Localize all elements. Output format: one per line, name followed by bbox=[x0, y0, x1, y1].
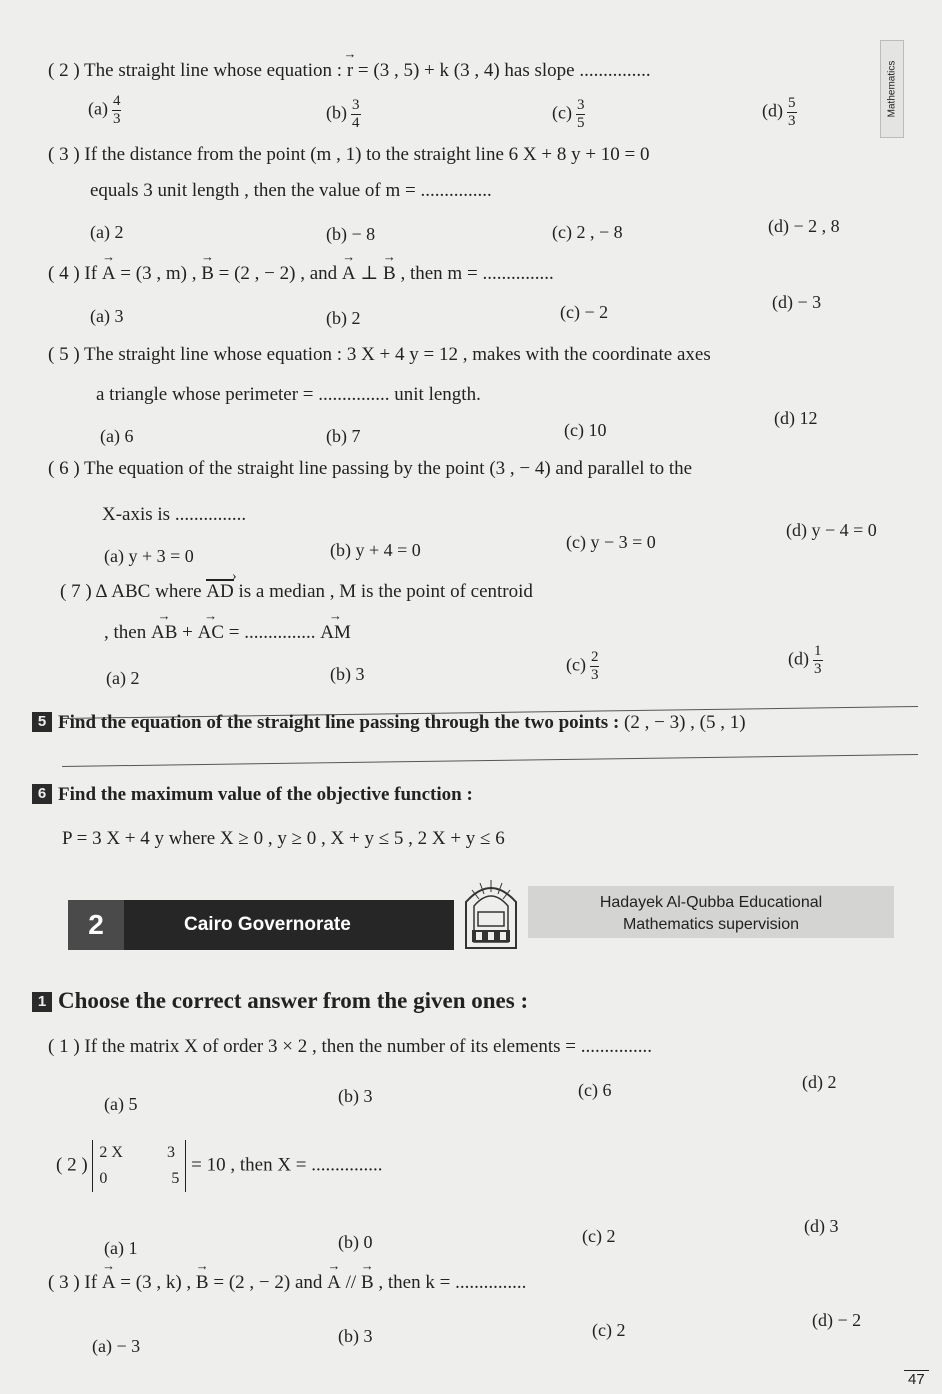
q7-c-num: 2 bbox=[590, 649, 599, 665]
q4-blank: ............... bbox=[482, 263, 554, 284]
q4-option-a: (a) 3 bbox=[90, 306, 124, 326]
q6-option-a: (a) y + 3 = 0 bbox=[104, 546, 194, 566]
p2-tail: = 10 , then X = ............... bbox=[191, 1154, 383, 1176]
section-1-number: 1 bbox=[32, 992, 52, 1012]
p3-vector-b: → B bbox=[196, 1272, 209, 1294]
p3-parallel-symbol: // bbox=[345, 1272, 357, 1293]
p3-option-c: (c) 2 bbox=[592, 1320, 626, 1340]
q7-option-a: (a) 2 bbox=[106, 668, 140, 688]
q7-segment-ad: AD › bbox=[206, 580, 233, 603]
q6-option-c: (c) y − 3 = 0 bbox=[566, 532, 656, 552]
q5-option-c: (c) 10 bbox=[564, 420, 607, 440]
q2-option-c bbox=[552, 98, 585, 131]
p2-determinant bbox=[92, 1140, 186, 1192]
p3-vector-b2: → B bbox=[361, 1272, 374, 1294]
p1-option-a: (a) 5 bbox=[104, 1094, 138, 1114]
q7-stem-a: ( 7 ) Δ ABC where bbox=[60, 581, 202, 602]
q7-d-den: 3 bbox=[814, 661, 822, 677]
divider-rule-2 bbox=[62, 754, 918, 767]
q7-stem bbox=[60, 580, 533, 603]
q4-stem-b: = (3 , m) , bbox=[120, 263, 197, 284]
supervision-line-2: Mathematics supervision bbox=[622, 916, 800, 933]
p1-option-d: (d) 2 bbox=[802, 1072, 837, 1092]
q7-vector-ac: → AC bbox=[198, 622, 224, 644]
q3-option-d: (d) − 2 , 8 bbox=[768, 216, 840, 236]
q4-option-d: (d) − 3 bbox=[772, 292, 822, 312]
q2-stem bbox=[48, 60, 651, 82]
q2-a-label: (a) bbox=[88, 98, 108, 119]
p3-vector-a: → A bbox=[102, 1272, 116, 1294]
supervision-line-1: Hadayek Al-Qubba Educational bbox=[599, 894, 823, 911]
q2-a-frac bbox=[112, 94, 122, 127]
q6-stem2: X-axis is ............... bbox=[102, 504, 247, 525]
p2-stem bbox=[56, 1140, 383, 1192]
p1-option-b: (b) 3 bbox=[338, 1086, 373, 1106]
q2-d-label: (d) bbox=[762, 100, 783, 121]
q2-option-d bbox=[762, 96, 797, 129]
p2-option-a: (a) 1 bbox=[104, 1238, 138, 1258]
p2-label: ( 2 ) bbox=[56, 1154, 88, 1176]
q3-stem2-text: equals 3 unit length , then the value of m = bbox=[90, 180, 416, 201]
section-5-number: 5 bbox=[32, 712, 52, 732]
educational-logo-icon bbox=[454, 872, 528, 950]
q4-vector-b2: → B bbox=[383, 263, 396, 285]
governorate-label: Cairo Governorate bbox=[124, 900, 454, 950]
q5-stem2: a triangle whose perimeter = ............... unit length. bbox=[96, 384, 481, 405]
section-6-text: Find the maximum value of the objective function : bbox=[58, 784, 473, 805]
q4-stem bbox=[48, 262, 554, 285]
q3-option-a: (a) 2 bbox=[90, 222, 124, 242]
p3-stem-d: , then k = bbox=[378, 1272, 451, 1293]
q4-stem-d: , then m = bbox=[400, 263, 478, 284]
section-5-points: (2 , − 3) , (5 , 1) bbox=[624, 712, 746, 733]
q2-b-num: 3 bbox=[352, 97, 360, 113]
q5-option-b: (b) 7 bbox=[326, 426, 361, 446]
q2-stem-a: ( 2 ) The straight line whose equation : bbox=[48, 60, 343, 81]
p3-option-b: (b) 3 bbox=[338, 1326, 373, 1346]
q2-c-num: 3 bbox=[576, 97, 585, 113]
section-1-heading bbox=[32, 988, 528, 1014]
q4-perp-symbol: ⊥ bbox=[360, 263, 379, 284]
q2-b-den: 4 bbox=[352, 115, 360, 131]
q2-b-label: (b) bbox=[326, 102, 347, 123]
q7-vector-ab: → AB bbox=[151, 622, 177, 644]
p3-stem-a: ( 3 ) If bbox=[48, 1272, 98, 1293]
q7-c-frac bbox=[590, 650, 600, 683]
p1-stem bbox=[48, 1036, 652, 1058]
q2-d-num: 5 bbox=[788, 95, 796, 111]
p3-stem-b: = (3 , k) , bbox=[120, 1272, 192, 1293]
q6-stem: ( 6 ) The equation of the straight line passing by the point (3 , − 4) and parallel to the bbox=[48, 458, 693, 479]
q7-d-label: (d) bbox=[788, 648, 809, 669]
q7-c-den: 3 bbox=[590, 667, 599, 683]
q7-d-num: 1 bbox=[814, 643, 822, 659]
q2-c-frac bbox=[576, 98, 586, 131]
section-1-text: Choose the correct answer from the given ones : bbox=[58, 988, 529, 1013]
q7-then: , then bbox=[104, 622, 147, 643]
q7-d-frac bbox=[813, 644, 823, 677]
q5-option-d: (d) 12 bbox=[774, 408, 818, 428]
q2-option-a bbox=[88, 94, 121, 127]
p3-option-a: (a) − 3 bbox=[92, 1336, 141, 1356]
section-5-heading bbox=[32, 712, 746, 734]
q7-plus: + bbox=[182, 622, 193, 643]
section-6-number: 6 bbox=[32, 784, 52, 804]
q7-option-b: (b) 3 bbox=[330, 664, 365, 684]
q7-option-c bbox=[566, 650, 599, 683]
q4-option-c: (c) − 2 bbox=[560, 302, 609, 322]
q2-d-den: 3 bbox=[788, 113, 796, 129]
exam-number: 2 bbox=[68, 900, 124, 950]
section-5-text: Find the equation of the straight line passing through the two points : bbox=[58, 712, 620, 733]
supervision-box bbox=[528, 886, 894, 938]
section-6-expression: P = 3 X + 4 y where X ≥ 0 , y ≥ 0 , X + y ≤ 5 , 2 X + y ≤ 6 bbox=[62, 828, 505, 849]
p3-stem bbox=[48, 1272, 526, 1294]
section-6-heading bbox=[32, 784, 473, 806]
q4-stem-c: = (2 , − 2) , and bbox=[218, 263, 338, 284]
q3-option-b: (b) − 8 bbox=[326, 224, 376, 244]
q4-vector-a: → A bbox=[102, 263, 116, 285]
q3-option-c: (c) 2 , − 8 bbox=[552, 222, 623, 242]
q4-vector-a2: → A bbox=[342, 263, 356, 285]
side-subject-tab bbox=[880, 40, 904, 138]
q5-option-a: (a) 6 bbox=[100, 426, 134, 446]
q7-option-d bbox=[788, 644, 823, 677]
q2-vector-r: → r bbox=[347, 60, 353, 82]
q2-option-b bbox=[326, 98, 361, 131]
q2-d-frac bbox=[787, 96, 797, 129]
q2-b-frac bbox=[351, 98, 361, 131]
q2-blank: ............... bbox=[579, 60, 651, 81]
q4-stem-a: ( 4 ) If bbox=[48, 263, 98, 284]
p3-blank: ............... bbox=[455, 1272, 527, 1293]
q4-option-b: (b) 2 bbox=[326, 308, 361, 328]
p1-option-c: (c) 6 bbox=[578, 1080, 612, 1100]
side-tab-label: Mathematics bbox=[886, 60, 898, 118]
q7-stem2 bbox=[104, 622, 351, 644]
p2-m11: 2 X bbox=[99, 1144, 123, 1161]
q2-a-num: 4 bbox=[112, 93, 121, 109]
p2-m12: 3 bbox=[166, 1144, 175, 1161]
p3-stem-c: = (2 , − 2) and bbox=[213, 1272, 323, 1293]
p3-option-d: (d) − 2 bbox=[812, 1310, 862, 1330]
p3-vector-a2: → A bbox=[327, 1272, 341, 1294]
q5-stem: ( 5 ) The straight line whose equation : 3 X + 4 y = 12 , makes with the coordinate axes bbox=[48, 344, 711, 365]
q2-stem-b: = (3 , 5) + k (3 , 4) has slope bbox=[357, 60, 575, 81]
p1-blank: ............... bbox=[580, 1036, 652, 1057]
q2-c-den: 5 bbox=[576, 115, 585, 131]
page-number: 47 bbox=[904, 1370, 929, 1388]
p1-stem-text: ( 1 ) If the matrix X of order 3 × 2 , then the number of its elements = bbox=[48, 1036, 576, 1057]
exam-banner bbox=[68, 886, 894, 964]
q3-stem2 bbox=[90, 180, 492, 202]
p2-option-d: (d) 3 bbox=[804, 1216, 839, 1236]
q7-stem-b: is a median , M is the point of centroid bbox=[238, 581, 533, 602]
q2-c-label: (c) bbox=[552, 102, 572, 123]
q2-a-den: 3 bbox=[112, 111, 121, 127]
q7-c-label: (c) bbox=[566, 654, 586, 675]
q6-option-d: (d) y − 4 = 0 bbox=[786, 520, 877, 540]
q6-option-b: (b) y + 4 = 0 bbox=[330, 540, 421, 560]
q3-stem: ( 3 ) If the distance from the point (m , 1) to the straight line 6 X + 8 y + 10 = 0 bbox=[48, 144, 650, 165]
p2-m22: 5 bbox=[171, 1170, 180, 1187]
q3-blank: ............... bbox=[420, 180, 492, 201]
q7-equals-blank: = ............... bbox=[228, 622, 316, 643]
q7-vector-am: → AM bbox=[320, 622, 351, 644]
p2-option-b: (b) 0 bbox=[338, 1232, 373, 1252]
p2-option-c: (c) 2 bbox=[582, 1226, 616, 1246]
p2-m21: 0 bbox=[99, 1170, 108, 1187]
q4-vector-b: → B bbox=[201, 263, 214, 285]
